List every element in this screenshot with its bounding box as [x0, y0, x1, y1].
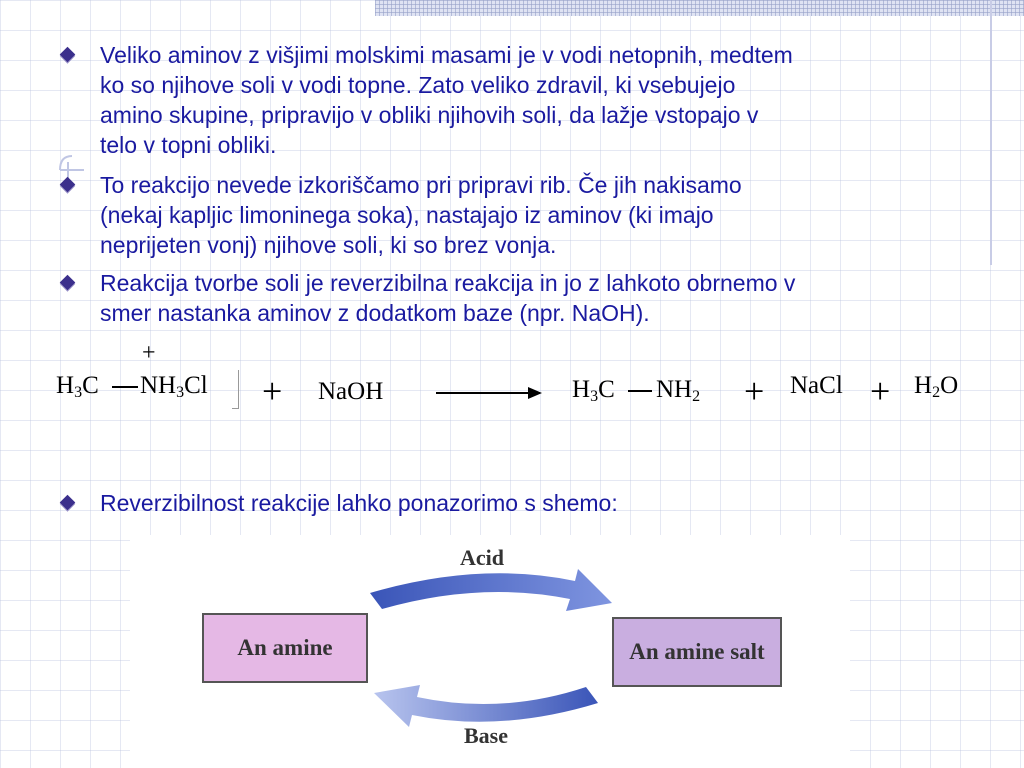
single-bond — [628, 390, 652, 392]
single-bond — [112, 386, 138, 388]
product-methyl-group — [572, 376, 615, 406]
element-h: H — [56, 372, 75, 399]
subscript: 2 — [692, 388, 701, 405]
charge-sign: + — [142, 340, 156, 366]
element-o: O — [940, 372, 959, 399]
acid-label: Acid — [460, 545, 504, 570]
bullet-diamond-icon — [60, 275, 76, 291]
amine-box: An amine — [202, 613, 368, 683]
element-cl: Cl — [184, 372, 208, 399]
plus-sign: + — [744, 371, 765, 411]
bullet-diamond-icon — [60, 495, 76, 511]
element-nh: NH — [140, 372, 177, 399]
reactant-methyl-group — [56, 372, 99, 402]
base-arrow — [374, 685, 598, 727]
base-label: Base — [464, 723, 508, 748]
subscript: 3 — [74, 384, 83, 401]
product-nacl: NaCl — [790, 372, 843, 399]
plus-sign: + — [870, 371, 891, 411]
element-nh: NH — [656, 376, 693, 403]
amine-salt-box: An amine salt — [612, 617, 782, 687]
subscript: 3 — [176, 384, 185, 401]
bullet-text: Reakcija tvorbe soli je reverzibilna reakcija in jo z lahkoto obrnemo v smer nastanka aminov z dodatkom baze (npr. NaOH). — [100, 270, 796, 326]
bullet-diamond-icon — [60, 47, 76, 63]
bullet-text: To reakcijo nevede izkoriščamo pri pripravi rib. Če jih nakisamo (nekaj kapljic limoninega soka), nastajajo iz aminov (ki imajo neprijeten vonj) njihove soli, ki so brez vonja. — [100, 172, 742, 258]
salt-bracket — [232, 370, 239, 409]
product-water — [914, 372, 958, 402]
acid-arrow — [370, 569, 612, 611]
subscript: 3 — [590, 388, 599, 405]
bullet-diamond-icon — [60, 177, 76, 193]
bullet-text: Reverzibilnost reakcije lahko ponazorimo s shemo: — [100, 490, 618, 516]
element-c: C — [598, 376, 615, 403]
reaction-arrow — [436, 392, 540, 394]
product-amine-group — [656, 376, 700, 406]
subscript: 2 — [932, 384, 941, 401]
element-h: H — [914, 372, 933, 399]
reactant-naoh: NaOH — [318, 378, 384, 405]
plus-sign: + — [262, 371, 283, 411]
reversibility-scheme — [130, 535, 850, 768]
element-c: C — [82, 372, 99, 399]
element-h: H — [572, 376, 591, 403]
reactant-ammonium-group — [140, 372, 208, 402]
bullet-text: Veliko aminov z višjimi molskimi masami je v vodi netopnih, medtem ko so njihove soli v vodi topne. Zato veliko zdravil, ki vsebujejo amino skupine, pripravijo v obliki njihovih soli, da lažje vstopajo v telo v topni obliki. — [100, 42, 793, 158]
chemical-equation — [0, 340, 1024, 420]
